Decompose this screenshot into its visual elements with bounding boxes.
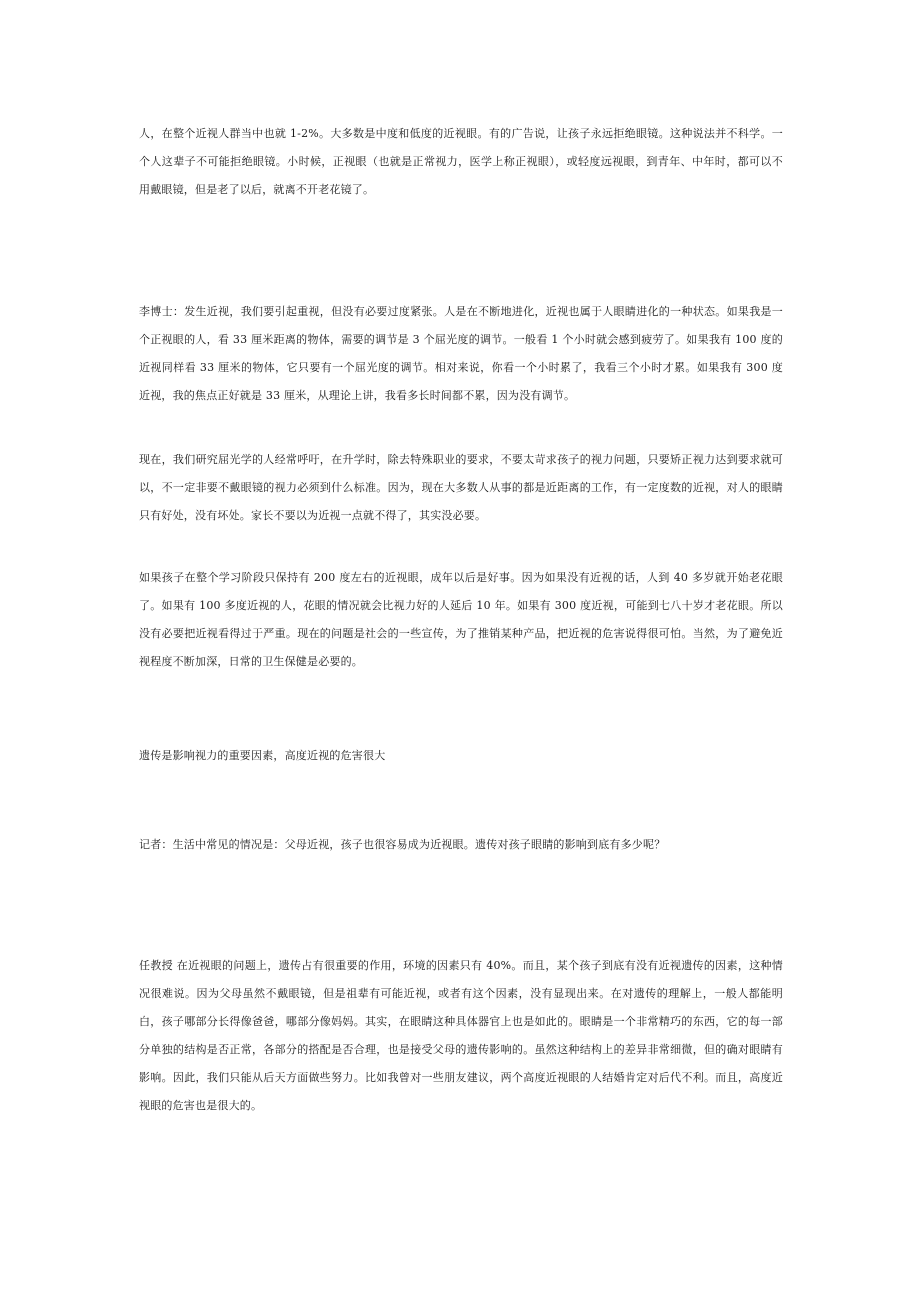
paragraph-refraction: 现在，我们研究屈光学的人经常呼吁，在升学时，除去特殊职业的要求，不要太苛求孩子的视力问题，只要矫正视力达到要求就可以，不一定非要不戴眼镜的视力必须到什么标准。因为，现在大多数人从事的都是近距离的工作，有一定度数的近视，对人的眼睛只有好处，没有坏处。家长不要以为近视一点就不得了，其实没必要。 bbox=[139, 453, 783, 522]
paragraph-dr-li: 李博士：发生近视，我们要引起重视，但没有必要过度紧张。人是在不断地进化，近视也属于人眼睛进化的一种状态。如果我是一个正视眼的人，看 33 厘米距离的物体，需要的调节是 3 个屈光度的调节。一般看 1 个小时就会感到疲劳了。如果我有 100 度的近视同样看 33 厘米的物体，它只要有一个屈光度的调节。相对来说，你看一个小时累了，我看三个小时才累。如果我有 300 度近视，我的焦点正好就是 33 厘米，从理论上讲，我看多长时间都不累，因为没有调节。 bbox=[139, 305, 783, 402]
paragraph-presbyopia: 如果孩子在整个学习阶段只保持有 200 度左右的近视眼，成年以后是好事。因为如果没有近视的话，人到 40 多岁就开始老花眼了。如果有 100 多度近视的人，花眼的情况就会比视力好的人延后 10 年。如果有 300 度近视，可能到七八十岁才老花眼。所以没有必要把近视看得过于严重。现在的问题是社会的一些宣传，为了推销某种产品，把近视的危害说得很可怕。当然，为了避免近视程度不断加深，日常的卫生保健是必要的。 bbox=[139, 571, 783, 668]
professor-answer: 任教授 在近视眼的问题上，遗传占有很重要的作用，环境的因素只有 40%。而且，某个孩子到底有没有近视遗传的因素，这种情况很难说。因为父母虽然不戴眼镜，但是祖辈有可能近视，或者有这个因素，没有显现出来。在对遗传的理解上，一般人都能明白，孩子哪部分长得像爸爸，哪部分像妈妈。其实，在眼睛这种具体器官上也是如此的。眼睛是一个非常精巧的东西，它的每一部分单独的结构是否正常，各部分的搭配是否合理，也是接受父母的遗传影响的。虽然这种结构上的差异非常细微，但的确对眼睛有影响。因此，我们只能从后天方面做些努力。比如我曾对一些朋友建议，两个高度近视眼的人结婚肯定对后代不利。而且，高度近视眼的危害也是很大的。 bbox=[139, 959, 783, 1112]
paragraph-prevalence: 人，在整个近视人群当中也就 1-2%。大多数是中度和低度的近视眼。有的广告说，让孩子永远拒绝眼镜。这种说法并不科学。一个人这辈子不可能拒绝眼镜。小时候，正视眼（也就是正常视力，医学上称正视眼），或轻度远视眼，到青年、中年时，都可以不用戴眼镜，但是老了以后，就离不开老花镜了。 bbox=[139, 127, 783, 196]
section-heading: 遗传是影响视力的重要因素，高度近视的危害很大 bbox=[139, 749, 386, 762]
reporter-question: 记者：生活中常见的情况是：父母近视，孩子也很容易成为近视眼。遗传对孩子眼睛的影响到底有多少呢？ bbox=[139, 838, 666, 851]
